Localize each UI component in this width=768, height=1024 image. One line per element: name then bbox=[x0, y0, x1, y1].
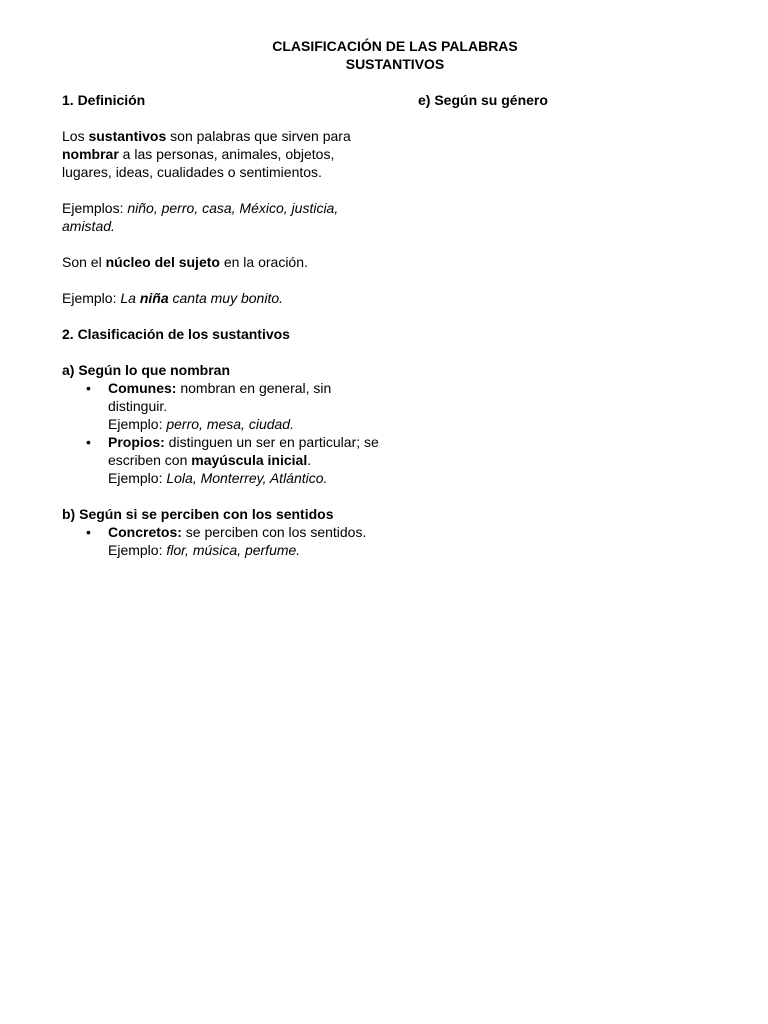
subsection-b-list bbox=[62, 523, 384, 559]
example-sentence: Ejemplo: La niña canta muy bonito. bbox=[62, 290, 284, 306]
title-line-1: CLASIFICACIÓN DE LAS PALABRAS bbox=[272, 38, 518, 54]
title-line-2: SUSTANTIVOS bbox=[345, 56, 445, 72]
subsection-b-heading: b) Según si se perciben con los sentidos bbox=[62, 506, 334, 522]
left-column bbox=[62, 91, 384, 559]
subsection-e-heading: e) Según su género bbox=[418, 92, 548, 108]
right-column bbox=[418, 91, 738, 109]
list-item: • Comunes: nombran en general, sin distinguir. Ejemplo: perro, mesa, ciudad. bbox=[62, 379, 384, 433]
list-item: • Propios: distinguen un ser en particular; se escriben con mayúscula inicial. Ejemplo: Lola, Monterrey, Atlántico. bbox=[62, 433, 384, 487]
section-2-heading: 2. Clasificación de los sustantivos bbox=[62, 326, 290, 342]
list-item: • Concretos: se perciben con los sentidos. Ejemplo: flor, música, perfume. bbox=[62, 523, 384, 559]
subsection-a-heading: a) Según lo que nombran bbox=[62, 362, 231, 378]
nucleus-paragraph: Son el núcleo del sujeto en la oración. bbox=[62, 254, 308, 270]
examples-paragraph: Ejemplos: niño, perro, casa, México, justicia, amistad. bbox=[62, 200, 339, 234]
section-1-heading: 1. Definición bbox=[62, 92, 146, 108]
subsection-a-list bbox=[62, 379, 384, 487]
document-title bbox=[0, 37, 768, 73]
definition-paragraph: Los sustantivos son palabras que sirven para nombrar a las personas, animales, objetos, lugares, ideas, cualidades o sentimientos. bbox=[62, 128, 351, 180]
